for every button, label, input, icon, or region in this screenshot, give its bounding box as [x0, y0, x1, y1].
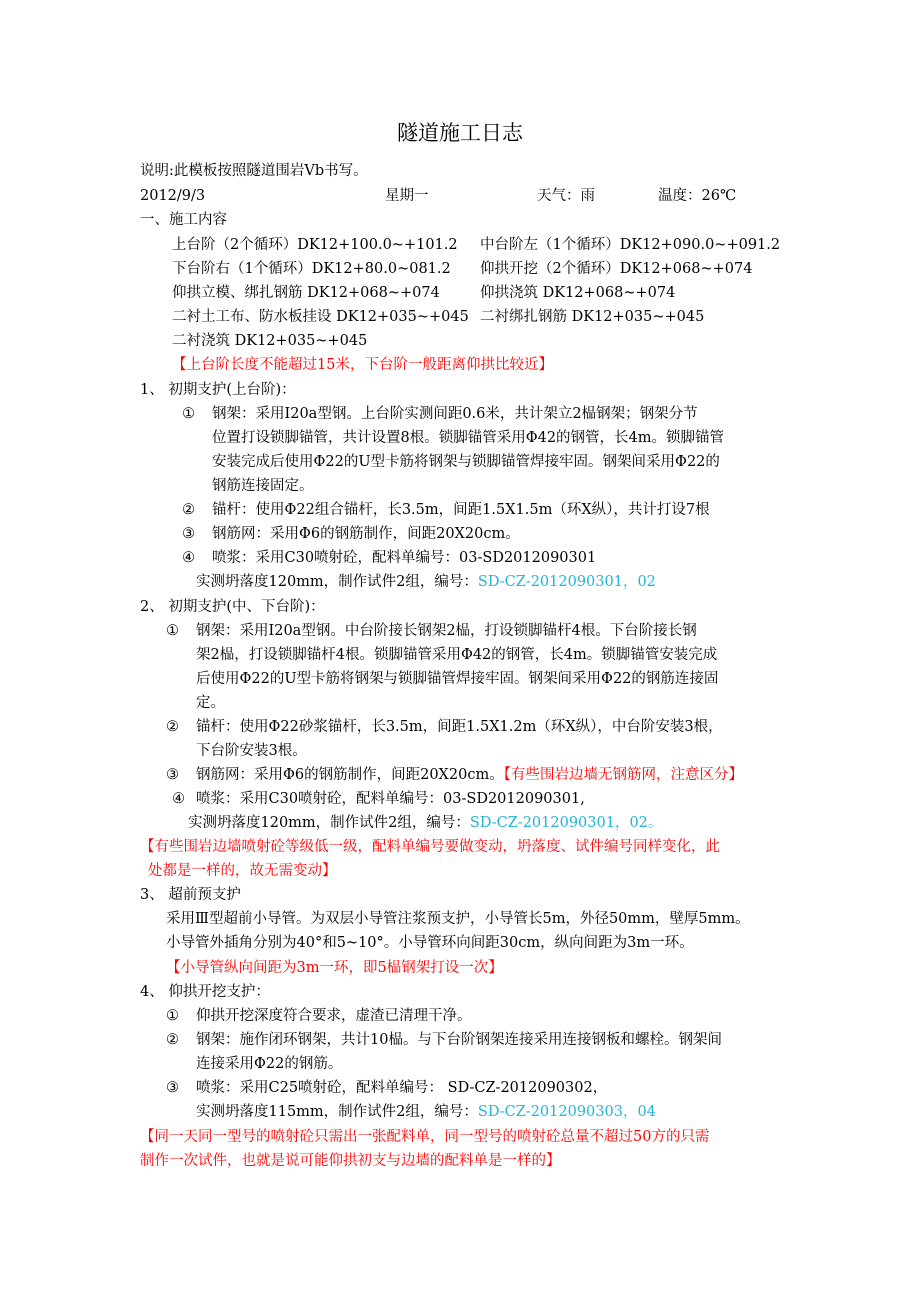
remark-note: 【小导管纵向间距为3m一环，即5榀钢架打设一次】 [166, 960, 503, 976]
item-number: ④ [182, 550, 195, 566]
item-text: 定。 [196, 695, 225, 711]
item-text: 连接采用Φ22的钢筋。 [196, 1056, 343, 1072]
item-text: 钢架：施作闭环钢架，共计10榀。与下台阶钢架连接采用连接钢板和螺栓。钢架间 [196, 1032, 722, 1048]
item-number: ① [166, 623, 179, 639]
item-text: 喷浆：采用C30喷射砼，配料单编号：03-SD2012090301 [212, 550, 597, 566]
sample-id: SD-CZ-2012090303，04 [477, 1104, 656, 1120]
item-text: 后使用Φ22的U型卡筋将钢架与锁脚锚管焊接牢固。钢架间采用Φ22的钢筋连接固 [196, 671, 719, 687]
item-number: ③ [166, 1080, 179, 1096]
template-note: 说明:此模板按照隧道围岩Ⅴb书写。 [140, 163, 368, 179]
remark-note: 【有些围岩边墙喷射砼等级低一级，配料单编号要做变动，坍落度、试件编号同样变化，此 [140, 839, 720, 855]
item-text: 小导管外插角分别为40°和5~10°。小导管环向间距30cm，纵向间距为3m一环。 [166, 935, 694, 951]
log-temperature: 温度：26℃ [658, 188, 737, 204]
work-item: 下台阶右（1个循环）DK12+80.0~081.2 [172, 261, 451, 277]
item-text: 位置打设锁脚锚管，共计设置8根。锁脚锚管采用Φ42的钢管，长4m。锁脚锚管 [212, 430, 725, 446]
item-text: 钢架：采用Ⅰ20a型钢。中台阶接长钢架2榀，打设锁脚锚杆4根。下台阶接长钢 [196, 623, 697, 639]
log-date: 2012/9/3 [140, 188, 206, 204]
item-text: 架2榀，打设锁脚锚杆4根。锁脚锚管采用Φ42的钢管，长4m。锁脚锚管安装完成 [196, 647, 718, 663]
item-text: 喷浆：采用C30喷射砼，配料单编号：03-SD2012090301, [196, 791, 585, 807]
item-text [196, 572, 656, 592]
work-item: 二衬绑扎钢筋 DK12+035~+045 [480, 309, 705, 325]
item-number: ③ [182, 526, 195, 542]
section-heading: 一、施工内容 [140, 212, 227, 228]
mesh-text: 钢筋网：采用Φ6的钢筋制作，间距20X20cm。 [196, 767, 504, 783]
item-number: ① [182, 406, 195, 422]
item-number: ④ [172, 791, 185, 807]
item-text: 下台阶安装3根。 [196, 743, 307, 759]
work-item: 上台阶（2个循环）DK12+100.0~+101.2 [172, 237, 458, 253]
item-text: 安装完成后使用Φ22的U型卡筋将钢架与锁脚锚管焊接牢固。钢架间采用Φ22的 [212, 454, 720, 470]
sample-id: SD-CZ-2012090301，02 [477, 574, 656, 590]
remark-note: 【上台阶长度不能超过15米，下台阶一般距离仰拱比较近】 [172, 357, 553, 373]
work-item: 中台阶左（1个循环）DK12+090.0~+091.2 [480, 237, 781, 253]
item-text [196, 765, 743, 785]
remark-note: 【有些围岩边墙无钢筋网，注意区分】 [503, 767, 743, 783]
work-item: 二衬浇筑 DK12+035~+045 [172, 333, 368, 349]
item-number: ① [166, 1008, 179, 1024]
section-heading: 4、 仰拱开挖支护： [140, 984, 270, 1000]
item-text: 锚杆：使用Φ22砂浆锚杆，长3.5m，间距1.5X1.2m（环X纵），中台阶安装3根， [196, 719, 723, 735]
item-number: ② [166, 1032, 179, 1048]
work-item: 仰拱浇筑 DK12+068~+074 [480, 285, 676, 301]
page-title: 隧道施工日志 [397, 121, 523, 145]
item-text [188, 813, 662, 833]
slump-text: 实测坍落度120mm，制作试件2组，编号： [196, 574, 478, 590]
item-text: 钢筋网：采用Φ6的钢筋制作，间距20X20cm。 [212, 526, 520, 542]
item-text: 锚杆：使用Φ22组合锚杆，长3.5m，间距1.5X1.5m（环X纵），共计打设7根 [212, 502, 710, 518]
item-number: ② [166, 719, 179, 735]
item-text: 仰拱开挖深度符合要求，虚渣已清理干净。 [196, 1008, 472, 1024]
remark-note: 制作一次试件，也就是说可能仰拱初支与边墙的配料单是一样的】 [140, 1153, 561, 1169]
remark-note: 处都是一样的，故无需变动】 [148, 863, 337, 879]
remark-note: 【同一天同一型号的喷射砼只需出一张配料单，同一型号的喷射砼总量不超过50方的只需 [140, 1129, 710, 1145]
slump-text: 实测坍落度115mm，制作试件2组，编号： [196, 1104, 478, 1120]
section-heading: 1、 初期支护(上台阶)： [140, 382, 296, 398]
slump-text: 实测坍落度120mm，制作试件2组，编号： [188, 815, 470, 831]
item-number: ② [182, 502, 195, 518]
item-text [196, 1102, 656, 1122]
item-text: 钢架：采用Ⅰ20a型钢。上台阶实测间距0.6米，共计架立2榀钢架；钢架分节 [212, 406, 698, 422]
item-text: 钢筋连接固定。 [212, 478, 314, 494]
section-heading: 2、 初期支护(中、下台阶)： [140, 599, 325, 615]
work-item: 二衬土工布、防水板挂设 DK12+035~+045 [172, 309, 469, 325]
work-item: 仰拱开挖（2个循环）DK12+068~+074 [480, 261, 753, 277]
log-weather: 天气：雨 [537, 188, 595, 204]
item-number: ③ [166, 767, 179, 783]
section-heading: 3、 超前预支护 [140, 887, 241, 903]
work-item: 仰拱立模、绑扎钢筋 DK12+068~+074 [172, 285, 440, 301]
sample-id: SD-CZ-2012090301，02。 [469, 815, 663, 831]
item-text: 采用Ⅲ型超前小导管。为双层小导管注浆预支护，小导管长5m，外径50mm，壁厚5mm。 [166, 911, 750, 927]
log-weekday: 星期一 [385, 188, 429, 204]
item-text: 喷浆：采用C25喷射砼，配料单编号： SD-CZ-2012090302， [196, 1080, 608, 1096]
